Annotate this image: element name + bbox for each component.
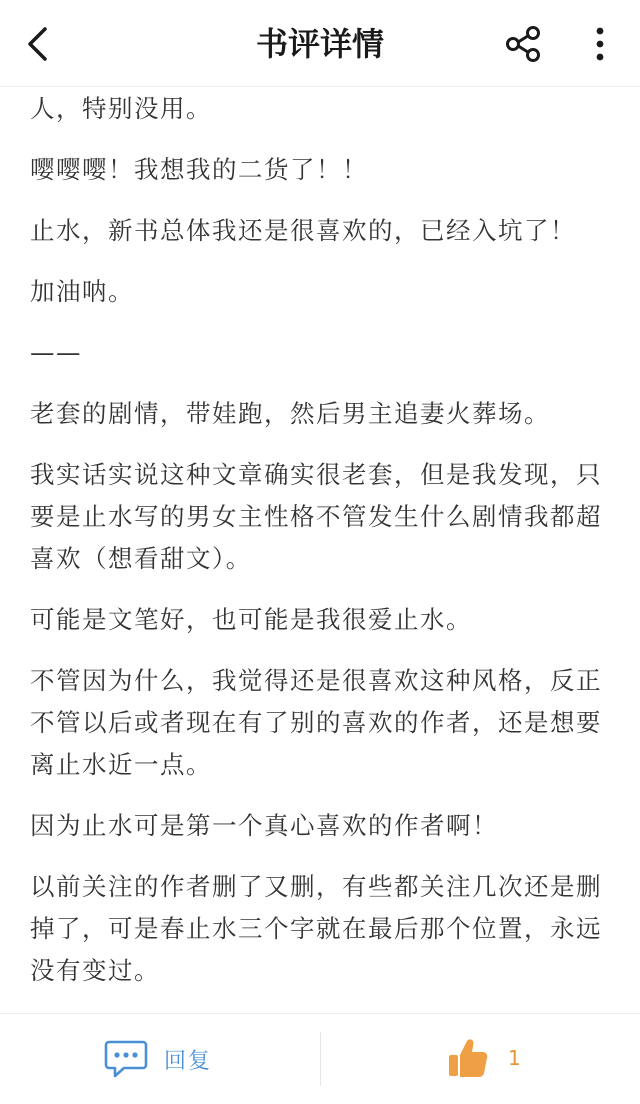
thumbs-up-icon [446, 1036, 490, 1080]
paragraph: 嘤嘤嘤！我想我的二货了！！ [30, 155, 368, 184]
paragraph: 因为止水可是第一个真心喜欢的作者啊！ [30, 811, 498, 840]
share-icon [503, 24, 543, 64]
paragraph: 人，特别没用。 [30, 94, 212, 123]
top-bar [0, 0, 640, 87]
paragraph: —— [30, 338, 82, 367]
paragraph: 以前关注的作者删了又删，有些都关注几次还是删掉了，可是春止水三个字就在最后那个位置，永远没有变过。 [30, 872, 602, 985]
like-count: 1 [508, 1046, 521, 1070]
like-button[interactable] [446, 1032, 521, 1084]
paragraph: 止水，新书总体我还是很喜欢的，已经入坑了！ [30, 216, 576, 245]
share-button[interactable] [500, 22, 546, 66]
paragraph: 不管因为什么，我觉得还是很喜欢这种风格，反正不管以后或者现在有了别的喜欢的作者，还是想要离止水近一点。 [30, 666, 602, 779]
page-title: 书评详情 [255, 25, 384, 63]
back-button[interactable] [18, 22, 58, 66]
paragraph: 可能是文笔好，也可能是我很爱止水。 [30, 605, 472, 634]
paragraph: 加油呐。 [30, 277, 134, 306]
comment-icon [104, 1038, 148, 1080]
reply-button[interactable] [104, 1034, 212, 1084]
review-content [30, 88, 614, 1012]
more-button[interactable] [582, 22, 618, 66]
paragraph: 老套的剧情，带娃跑，然后男主追妻火葬场。 [30, 399, 550, 428]
divider [320, 1032, 321, 1086]
paragraph: 我实话实说这种文章确实很老套，但是我发现，只要是止水写的男女主性格不管发生什么剧情我都超喜欢（想看甜文）。 [30, 460, 602, 573]
reply-label: 回复 [164, 1048, 213, 1074]
more-vertical-icon [595, 26, 605, 62]
bottom-action-bar [0, 1013, 640, 1104]
chevron-left-icon [25, 26, 51, 62]
